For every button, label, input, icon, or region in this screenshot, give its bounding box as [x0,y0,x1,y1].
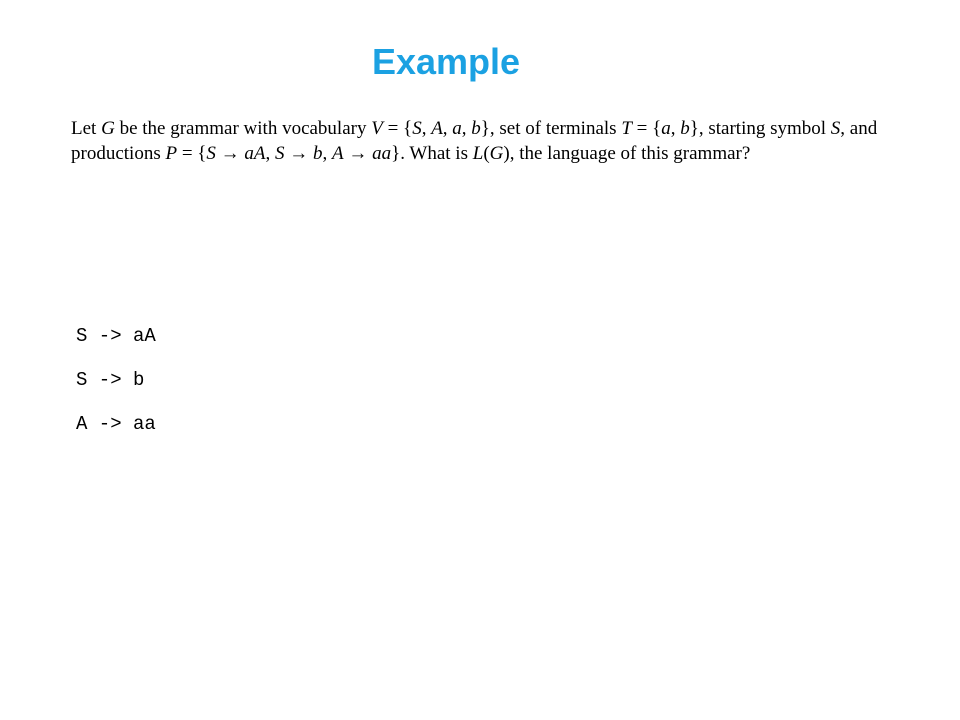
math-var: L [472,143,484,164]
production-rule: A -> aa [76,413,156,435]
math-var: S [830,118,841,139]
math-var: S [412,118,422,139]
math-var: T [621,118,632,139]
text: ), the language of this grammar? [503,143,751,164]
math-var: b [313,143,323,164]
math-var: aA [244,143,266,164]
math-var: G [489,143,504,164]
productions-list [76,325,156,457]
text: = { [177,143,207,164]
text: , [421,118,432,139]
math-var: A [332,143,344,164]
math-var: S [206,143,216,164]
slide-title: Example [371,41,521,82]
math-var: a [452,118,462,139]
production-rule: S -> b [76,369,145,391]
problem-statement [71,116,891,166]
math-var: a [661,118,671,139]
math-var: aa [372,143,392,164]
text: ( [483,143,490,164]
text: , [670,118,681,139]
text: , and productions [71,118,878,164]
math-var: A [431,118,443,139]
text: }. What is [391,143,473,164]
math-var: b [680,118,690,139]
text: , [265,143,276,164]
math-var: b [471,118,481,139]
math-var: V [371,118,383,139]
text: be the grammar with vocabulary [114,118,372,139]
arrow: → [215,143,245,164]
text: , [322,143,333,164]
production-rule: S -> aA [76,325,156,347]
text: Let [71,118,102,139]
math-var: P [165,143,178,164]
math-var: S [275,143,285,164]
math-var: G [101,118,115,139]
text: }, starting symbol [689,118,831,139]
text: , [442,118,453,139]
text: }, set of terminals [480,118,622,139]
text: = { [382,118,413,139]
text: = { [631,118,662,139]
arrow: → [343,143,373,164]
text: , [461,118,472,139]
arrow: → [284,143,314,164]
